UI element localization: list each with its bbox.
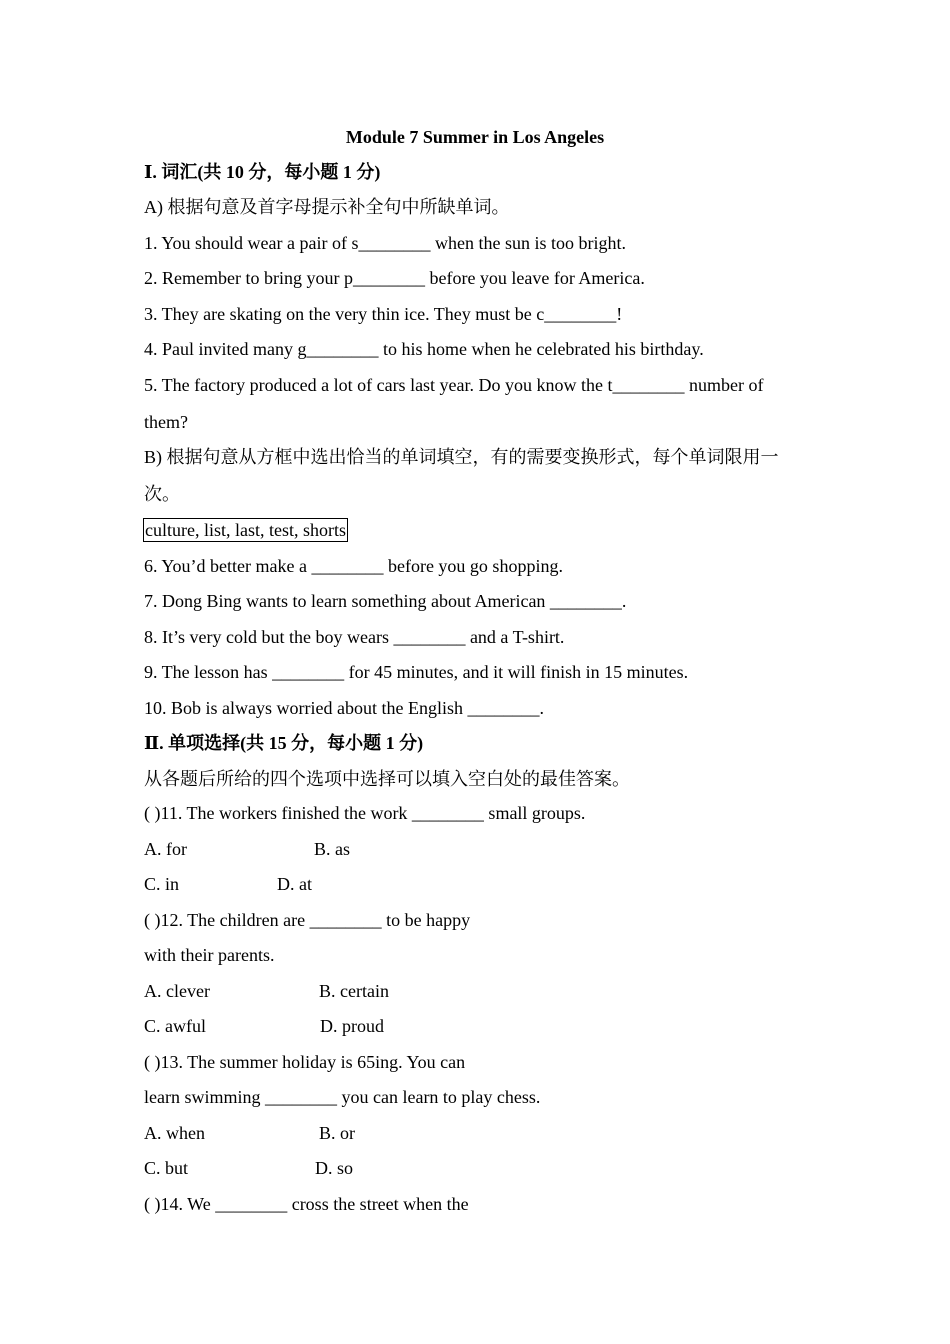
question-14-stem: ( )14. We ________ cross the street when the [144,1194,469,1214]
question-4: 4. Paul invited many g________ to his home when he celebrated his birthday. [144,339,704,359]
question-6: 6. You’d better make a ________ before you go shopping. [144,556,563,576]
question-13-option-a: A. when [144,1123,205,1143]
section2-instruction: 从各题后所给的四个选项中选择可以填入空白处的最佳答案。 [144,769,630,789]
question-10: 10. Bob is always worried about the English ________. [144,698,544,718]
question-5-continued: them? [144,412,188,432]
question-13-option-b: B. or [319,1123,355,1143]
question-8: 8. It’s very cold but the boy wears ________ and a T-shirt. [144,627,565,647]
question-5: 5. The factory produced a lot of cars last year. Do you know the t________ number of [144,375,764,395]
question-12-stem-continued: with their parents. [144,945,275,965]
question-12-option-c: C. awful [144,1016,206,1036]
question-7: 7. Dong Bing wants to learn something about American ________. [144,591,627,611]
question-2: 2. Remember to bring your p________ before you leave for America. [144,268,645,288]
question-11-option-d: D. at [277,874,312,894]
question-11-stem: ( )11. The workers finished the work ________ small groups. [144,803,586,823]
word-box: culture, list, last, test, shorts [145,520,346,540]
section2-heading: Ⅱ. 单项选择(共 15 分，每小题 1 分) [144,733,424,753]
question-13-stem-continued: learn swimming ________ you can learn to play chess. [144,1087,541,1107]
question-12-stem: ( )12. The children are ________ to be happy [144,910,471,930]
question-13-option-c: C. but [144,1158,189,1178]
question-12-option-a: A. clever [144,981,210,1001]
question-12-option-b: B. certain [319,981,389,1001]
question-9: 9. The lesson has ________ for 45 minutes, and it will finish in 15 minutes. [144,662,689,682]
question-11-option-b: B. as [314,839,350,859]
section1-partB-instruction-continued: 次。 [144,484,180,504]
question-11-option-c: C. in [144,874,180,894]
section1-partB-instruction: B) 根据句意从方框中选出恰当的单词填空，有的需要变换形式，每个单词限用一 [144,447,779,467]
section1-heading: Ⅰ. 词汇(共 10 分，每小题 1 分) [144,162,381,182]
question-12-option-d: D. proud [320,1016,384,1036]
question-11-option-a: A. for [144,839,187,859]
document-title: Module 7 Summer in Los Angeles [345,127,605,147]
question-1: 1. You should wear a pair of s________ when the sun is too bright. [144,233,626,253]
question-3: 3. They are skating on the very thin ice. They must be c________! [144,304,623,324]
question-13-stem: ( )13. The summer holiday is 65ing. You can [144,1052,466,1072]
section1-partA-instruction: A) 根据句意及首字母提示补全句中所缺单词。 [144,197,510,217]
question-13-option-d: D. so [315,1158,354,1178]
